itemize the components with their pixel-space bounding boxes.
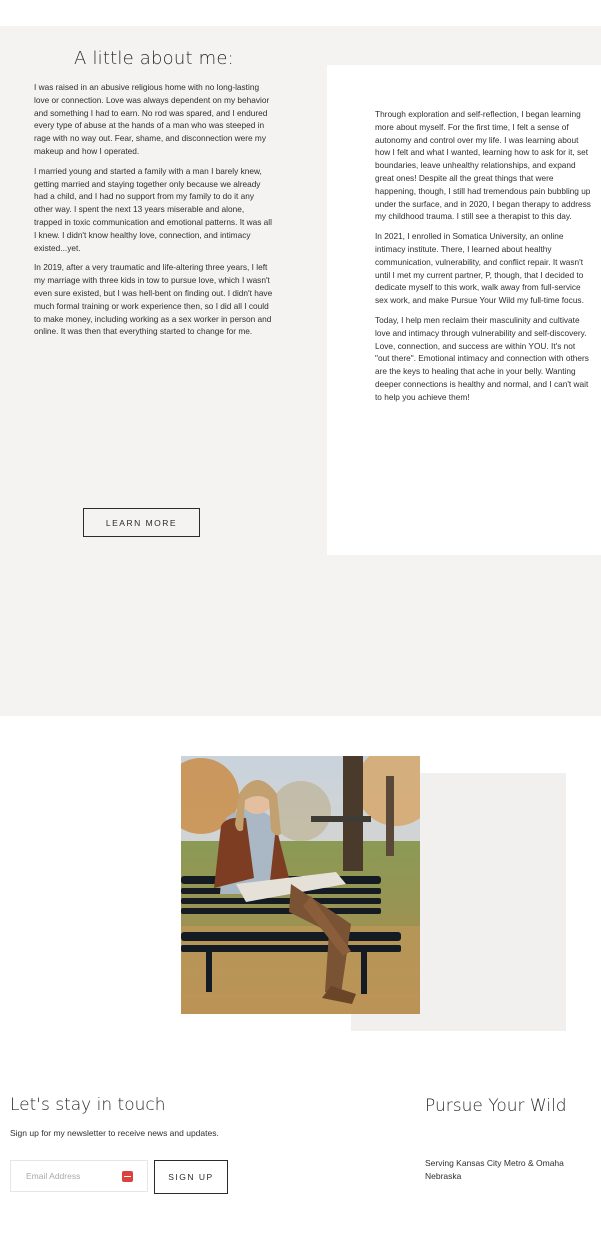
about-paragraph: Through exploration and self-reflection, I began learning more about myself. For the first time, I felt a sense of autonomy and control over my life. I was learning about how I felt and what I wanted, learning how to ask for it, set boundaries, leave unhealthy relationships, and expand great ones! Despite all the great things that were happening, though, I still had tremendous pain bubbling up under the surface, and in 2020, I began therapy to address my childhood trauma. I still see a therapist to this day. (375, 109, 591, 222)
about-paragraph: I married young and started a family with a man I barely knew, getting married and staying together only because we already had a child, and I had no support from my family to do it any other way. I spent the next 13 years miserable and alone, trapped in toxic communication and emotional patterns. It was all I knew. I didn't know healthy love, connection, and intimacy existed...yet. (34, 165, 272, 253)
about-paragraph: In 2021, I enrolled in Somatica University, an online intimacy institute. There, I learned about healthy communication, vulnerability, and conflict repair. It wasn't until I met my current partner, P, though, that I decided to dedicate myself to this work, walk away from full-service sex work, and make Pursue Your Wild my full-time focus. (375, 231, 584, 306)
learn-more-button[interactable]: LEARN MORE (83, 508, 200, 537)
email-field-wrapper (10, 1160, 148, 1192)
about-paragraph: I was raised in an abusive religious home with no long-lasting love or connection. Love was always dependent on my behavior and something I had to earn. No rod was spared, and I endured every type of abuse at the hands of a man who was steeped in rage with no way out. Fear, shame, and disconnection were my makeup and how I operated. (34, 82, 270, 156)
about-paragraph: Today, I help men reclaim their masculinity and cultivate love and intimacy through vulnerability and self-discovery. Love, connection, and success are within YOU. It's not "out there". Emotional intimacy and connection with others are the keys to healing that ache in your belly. Wanting deeper connections is healthy and normal, and I can't wait to help you achieve them! (375, 314, 589, 402)
password-manager-icon[interactable] (122, 1171, 133, 1182)
portrait-photo (181, 756, 420, 1014)
about-right-card (327, 65, 601, 555)
email-field[interactable] (11, 1161, 119, 1191)
about-paragraph: In 2019, after a very traumatic and life-altering three years, I left my marriage with three kids in tow to pursue love, which I wasn't even sure existed, but I was hell-bent on finding out. I didn't have much formal training or work experience then, so I did all I could to make money, including working as a sex worker in person and online. It was then that everything started to change for me. (34, 262, 273, 337)
brand-tagline: Serving Kansas City Metro & Omaha Nebraska (425, 1158, 564, 1181)
newsletter-subtitle: Sign up for my newsletter to receive news and updates. (10, 1128, 219, 1138)
sign-up-button[interactable]: SIGN UP (154, 1160, 228, 1194)
about-left-column (34, 81, 274, 345)
about-right-column (375, 108, 591, 411)
brand-name: Pursue Your Wild (425, 1096, 567, 1116)
about-section (0, 26, 601, 716)
about-title: A little about me: (74, 48, 234, 69)
newsletter-title: Let's stay in touch (10, 1095, 166, 1115)
